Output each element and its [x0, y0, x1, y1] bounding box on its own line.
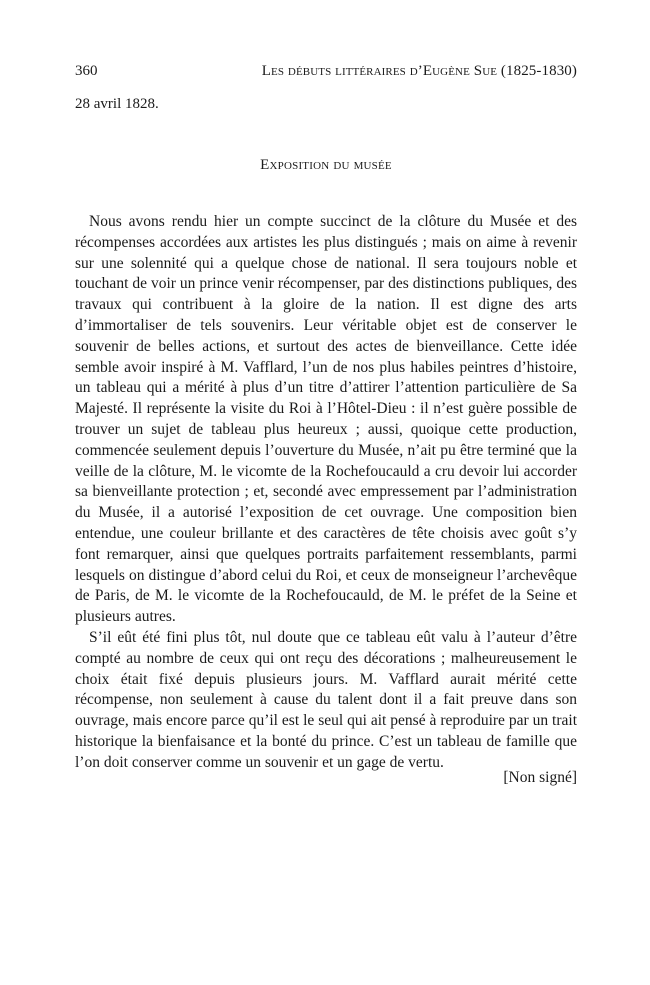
page-number: 360: [75, 63, 98, 79]
running-head: [75, 61, 577, 81]
article-date: 28 avril 1828.: [75, 96, 159, 112]
signature-note: [Non signé]: [503, 769, 577, 786]
article-body: [75, 212, 577, 774]
paragraph: Nous avons rendu hier un compte succinct de la clôture du Musée et des récompenses accordées aux artistes les plus distingués ; mais on aime à revenir sur une solennité qui a quelque chose de national. Il sera toujours noble et touchant de voir un prince venir récompenser, par des distinctions publiques, des travaux qui contribuent à la gloire de la nation. Il est digne des arts d’immortaliser de tels souvenirs. Leur véritable objet est de conserver le souvenir de belles actions, et surtout des actes de bienveillance. Cette idée semble avoir inspiré à M. Vafflard, l’un de nos plus habiles peintres d’histoire, un tableau qui a mérité à plus d’un titre d’attirer l’attention particulière de Sa Majesté. Il représente la visite du Roi à l’Hôtel-Dieu : il n’est guère possible de trouver un sujet de tableau plus heureux ; aussi, quoique cette production, commencée seulement depuis l’ouverture du Musée, n’ait pu être terminé que la veille de la clôture, M. le vicomte de la Rochefoucauld a cru devoir lui accorder sa bienveillante protection ; et, secondé avec empressement par l’administration du Musée, il a autorisé l’exposition de cet ouvrage. Une composition bien entendue, une couleur brillante et des caractères de tête choisis avec goût s’y font remarquer, ainsi que quelques portraits parfaitement ressemblants, parmi lesquels on distingue d’abord celui du Roi, et ceux de monseigneur l’archevêque de Paris, de M. le vicomte de la Rochefoucauld, de M. le préfet de la Seine et plusieurs autres.: [75, 213, 577, 626]
section-title: Exposition du musée: [260, 157, 392, 173]
running-title: Les débuts littéraires d’Eugène Sue (1825-1830): [261, 63, 577, 79]
paragraph: S’il eût été fini plus tôt, nul doute que ce tableau eût valu à l’auteur d’être compté au nombre de ceux qui ont reçu des décorations ; malheureusement le choix était fixé depuis plusieurs jours. M. Vafflard aurait mérité cette récompense, non seulement à cause du talent dont il a fait preuve dans son ouvrage, mais encore parce qu’il est le seul qui ait pensé à reproduire par un trait historique la bienfaisance et la bonté du prince. C’est un tableau de famille que l’on doit conserver comme un souvenir et un gage de vertu.: [75, 628, 577, 771]
